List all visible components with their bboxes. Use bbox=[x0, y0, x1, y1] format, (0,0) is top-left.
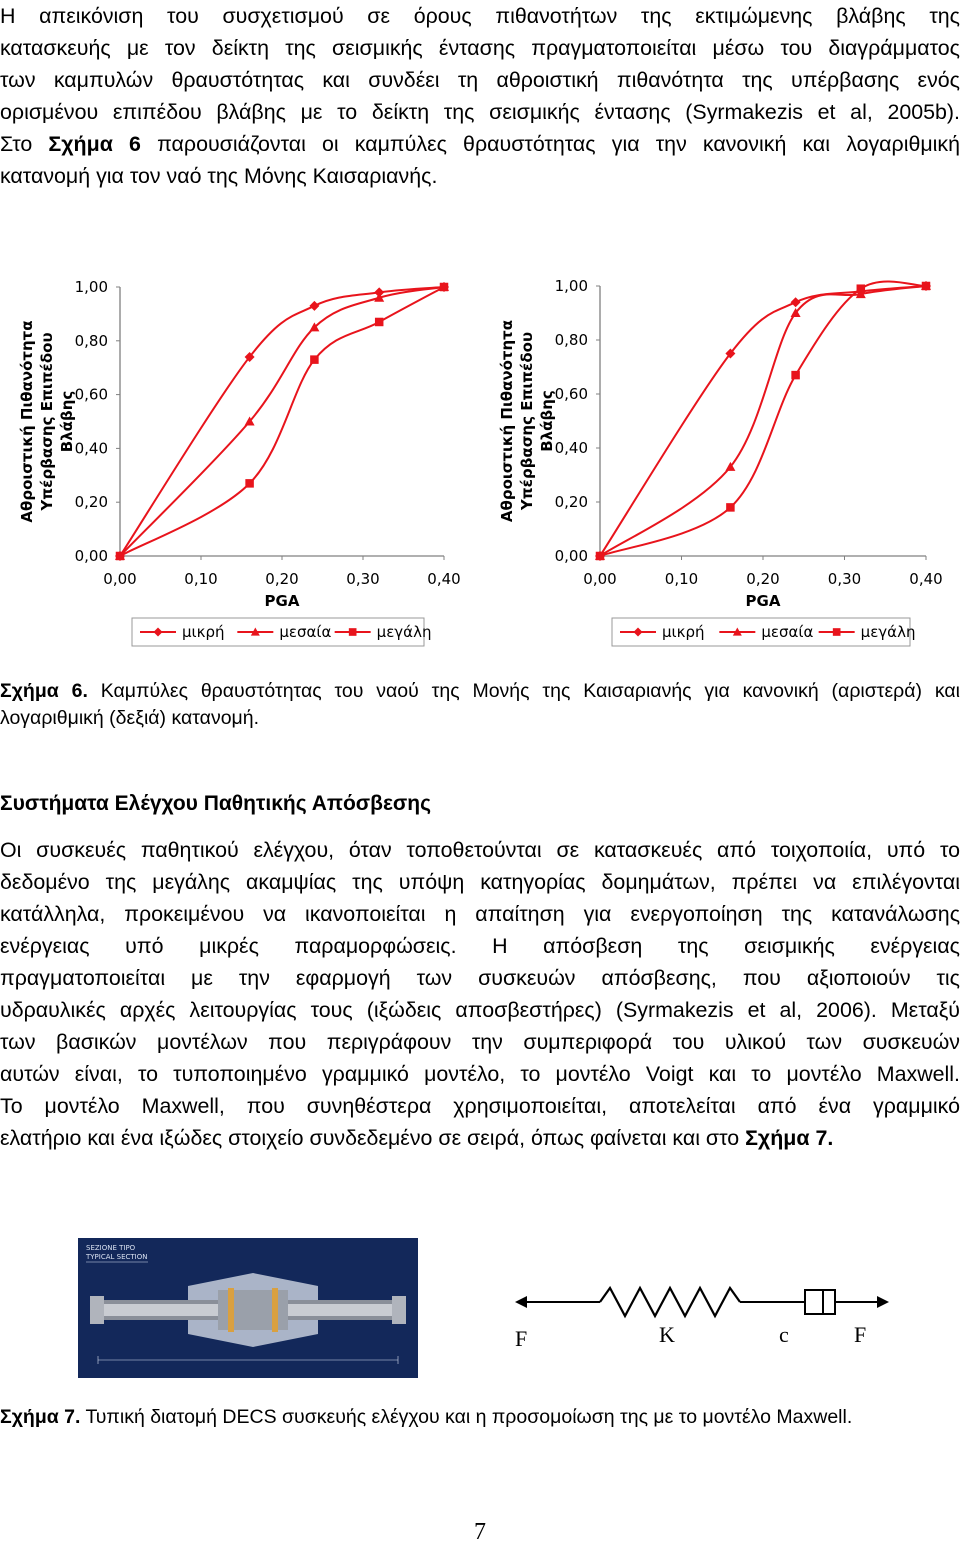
fragility-chart-normal bbox=[0, 272, 470, 652]
y-tick-label: 0,40 bbox=[554, 439, 588, 457]
data-point bbox=[726, 503, 735, 512]
caption7-text: Τυπική διατομή DECS συσκευής ελέγχου και η προσομοίωση της με το μοντέλο Maxwell. bbox=[80, 1406, 853, 1428]
intro-line: Η απεικόνιση του συσχετισμού σε όρους πιθανοτήτων της εκτιμώμενης βλάβης της bbox=[0, 4, 960, 28]
y-axis-title-line: Βλάβης bbox=[538, 390, 556, 452]
legend bbox=[132, 618, 431, 646]
y-tick-label: 0,00 bbox=[554, 547, 588, 565]
data-point bbox=[922, 282, 931, 291]
legend bbox=[612, 618, 915, 646]
data-point bbox=[440, 283, 449, 292]
damping-line: δεδομένο της μεγάλης ακαμψίας της υπόψη κατηγορίας δομημάτων, πρέπει να επιλέγονται bbox=[0, 870, 960, 894]
y-tick-label: 1,00 bbox=[554, 277, 588, 295]
legend-label: μεσαία bbox=[279, 623, 332, 641]
damper-element bbox=[805, 1290, 835, 1314]
data-point bbox=[310, 355, 319, 364]
fragility-chart-lognormal bbox=[480, 272, 960, 652]
x-tick-label: 0,00 bbox=[103, 570, 137, 588]
series-μεγάλη bbox=[116, 283, 449, 561]
x-tick-label: 0,30 bbox=[346, 570, 380, 588]
y-tick-label: 0,20 bbox=[554, 493, 588, 511]
legend-label: μεγάλη bbox=[860, 623, 916, 641]
x-tick-label: 0,20 bbox=[265, 570, 299, 588]
damping-last-line: ελατήριο και ένα ιξώδες στοιχείο συνδεδεμένο σε σειρά, όπως φαίνεται και στο bbox=[0, 1126, 746, 1150]
series-line bbox=[120, 287, 444, 556]
intro-line: ορισμένου επιπέδου βλάβης με το δείκτη της σεισμικής έντασης (Syrmakezis et al, 2005b). bbox=[0, 100, 960, 124]
intro-line: κατασκευής με τον δείκτη της σεισμικής έντασης πραγματοποιείται μέσω του διαγράμματος bbox=[0, 36, 960, 60]
y-tick-label: 1,00 bbox=[74, 278, 108, 296]
series-line bbox=[120, 287, 444, 556]
intro-line5-start: Στο bbox=[0, 132, 49, 156]
damping-line: Το μοντέλο Maxwell, που συνηθέστερα χρησιμοποιείται, αποτελείται από ένα γραμμικό bbox=[0, 1094, 960, 1118]
decs-label-1: SEZIONE TIPO bbox=[86, 1244, 136, 1252]
fragility-chart-normal-svg bbox=[0, 272, 470, 652]
x-axis-title: PGA bbox=[745, 592, 781, 610]
series-μεσαία bbox=[595, 281, 931, 560]
damping-line: αυτών είναι, το τυποποιημένο γραμμικό μοντέλο, το μοντέλο Voigt και το μοντέλο Maxwell. bbox=[0, 1062, 960, 1086]
legend-marker bbox=[833, 628, 841, 636]
force-label-left: F bbox=[515, 1326, 528, 1351]
legend-marker bbox=[349, 628, 357, 636]
data-point bbox=[791, 297, 801, 307]
legend-label: μεγάλη bbox=[376, 623, 432, 641]
damping-paragraph bbox=[0, 834, 960, 1154]
figure-6-reference: Σχήμα 6 bbox=[48, 132, 141, 156]
damping-line: κατάλληλα, προκειμένου να ικανοποιείται η απαίτηση για ενεργοποίηση της κατανάλωσης bbox=[0, 902, 960, 926]
y-axis-title-line: Υπέρβασης Επιπέδου bbox=[518, 331, 536, 511]
y-axis-title-line: Αθροιστική Πιθανότητα bbox=[18, 320, 36, 523]
x-tick-label: 0,30 bbox=[827, 570, 862, 588]
data-point bbox=[309, 301, 319, 311]
y-axis-title-line: Υπέρβασης Επιπέδου bbox=[38, 332, 56, 511]
series-line bbox=[600, 286, 926, 556]
y-tick-label: 0,80 bbox=[74, 331, 108, 350]
spring-element bbox=[600, 1288, 740, 1316]
y-tick-label: 0,40 bbox=[74, 439, 108, 458]
stiffness-label: K bbox=[659, 1322, 675, 1347]
y-tick-label: 0,80 bbox=[554, 331, 588, 349]
damping-line: των βασικών μοντέλων που περιγράφουν την συμπεριφορά του υλικού των συσκευών bbox=[0, 1030, 960, 1054]
y-axis-title-line: Αθροιστική Πιθανότητα bbox=[498, 319, 516, 523]
series-line bbox=[120, 287, 444, 556]
legend-label: μεσαία bbox=[761, 623, 814, 641]
x-tick-label: 0,00 bbox=[583, 570, 617, 588]
page-number: 7 bbox=[474, 1519, 486, 1545]
figure-6-label: Σχήμα 6. bbox=[0, 680, 88, 702]
figure-7-caption bbox=[0, 1404, 960, 1431]
force-arrow-right bbox=[877, 1296, 889, 1308]
series-μικρή bbox=[115, 282, 449, 561]
y-tick-label: 0,60 bbox=[554, 385, 588, 403]
intro-line5-rest: παρουσιάζονται οι καμπύλες θραυστότητας για την κανονική και λογαριθμική bbox=[140, 132, 960, 156]
y-axis-title bbox=[18, 320, 76, 522]
y-axis-title-line: Βλάβης bbox=[58, 390, 76, 453]
x-tick-label: 0,20 bbox=[746, 570, 780, 588]
intro-line bbox=[0, 128, 960, 160]
damping-line: Οι συσκευές παθητικού ελέγχου, όταν τοποθετούνται σε κατασκευές από τοιχοποιία, υπό το bbox=[0, 838, 960, 862]
decs-label-2: TYPICAL SECTION bbox=[86, 1253, 148, 1261]
damping-line: πραγματοποιείται με την εφαρμογή των συσκευών απόσβεσης, που αξιοποιούν τις bbox=[0, 966, 960, 990]
figure-7-reference: Σχήμα 7. bbox=[745, 1126, 834, 1150]
intro-paragraph bbox=[0, 0, 960, 192]
damping-line: υδραυλικές αρχές λειτουργίας τους (ιξώδεις αποσβεστήρες) (Syrmakezis et al, 2006). Μεταξύ bbox=[0, 998, 960, 1022]
force-label-right: F bbox=[854, 1322, 867, 1347]
x-tick-label: 0,10 bbox=[184, 570, 218, 588]
x-axis-title: PGA bbox=[264, 592, 300, 610]
x-tick-label: 0,40 bbox=[427, 570, 461, 588]
data-point bbox=[857, 284, 866, 293]
figure-7-label: Σχήμα 7. bbox=[0, 1406, 81, 1428]
y-axis-title bbox=[498, 320, 556, 522]
caption6-line2: λογαριθμική (δεξιά) κατανομή. bbox=[0, 707, 260, 729]
data-point bbox=[375, 318, 384, 327]
data-point bbox=[116, 552, 125, 561]
fragility-chart-lognormal-svg bbox=[480, 272, 960, 652]
intro-line: κατανομή για τον ναό της Μόνης Καισαριανής. bbox=[0, 164, 438, 188]
section-heading: Συστήματα Ελέγχου Παθητικής Απόσβεσης bbox=[0, 792, 432, 815]
legend-label: μικρή bbox=[182, 623, 225, 641]
figure-6-caption bbox=[0, 678, 960, 732]
y-tick-label: 0,00 bbox=[74, 547, 108, 565]
series-line bbox=[600, 286, 926, 556]
series-μικρή bbox=[595, 281, 931, 561]
decs-device-section-image bbox=[78, 1238, 418, 1378]
damping-coefficient-label: c bbox=[779, 1322, 789, 1347]
series-μεγάλη bbox=[596, 281, 931, 560]
intro-line: των καμπυλών θραυστότητας και συνδέει τη αθροιστική πιθανότητα της υπέρβασης ενός bbox=[0, 68, 960, 92]
damping-line: ενέργειας υπό μικρές παραμορφώσεις. Η απόσβεση της σεισμικής ενέργειας bbox=[0, 934, 960, 958]
maxwell-model-diagram bbox=[505, 1280, 895, 1360]
decs-device-drawing bbox=[78, 1238, 418, 1378]
series-line bbox=[600, 281, 926, 556]
data-point bbox=[791, 371, 800, 380]
y-tick-label: 0,20 bbox=[74, 493, 108, 512]
data-point bbox=[245, 479, 254, 488]
maxwell-model-svg bbox=[505, 1280, 895, 1360]
x-tick-label: 0,40 bbox=[909, 570, 943, 588]
data-point bbox=[596, 552, 605, 561]
x-tick-label: 0,10 bbox=[664, 570, 699, 588]
caption6-line1: Καμπύλες θραυστότητας του ναού της Μονής της Καισαριανής για κανονική (αριστερά) και bbox=[87, 680, 960, 702]
y-tick-label: 0,60 bbox=[74, 385, 108, 404]
legend-label: μικρή bbox=[662, 623, 705, 641]
